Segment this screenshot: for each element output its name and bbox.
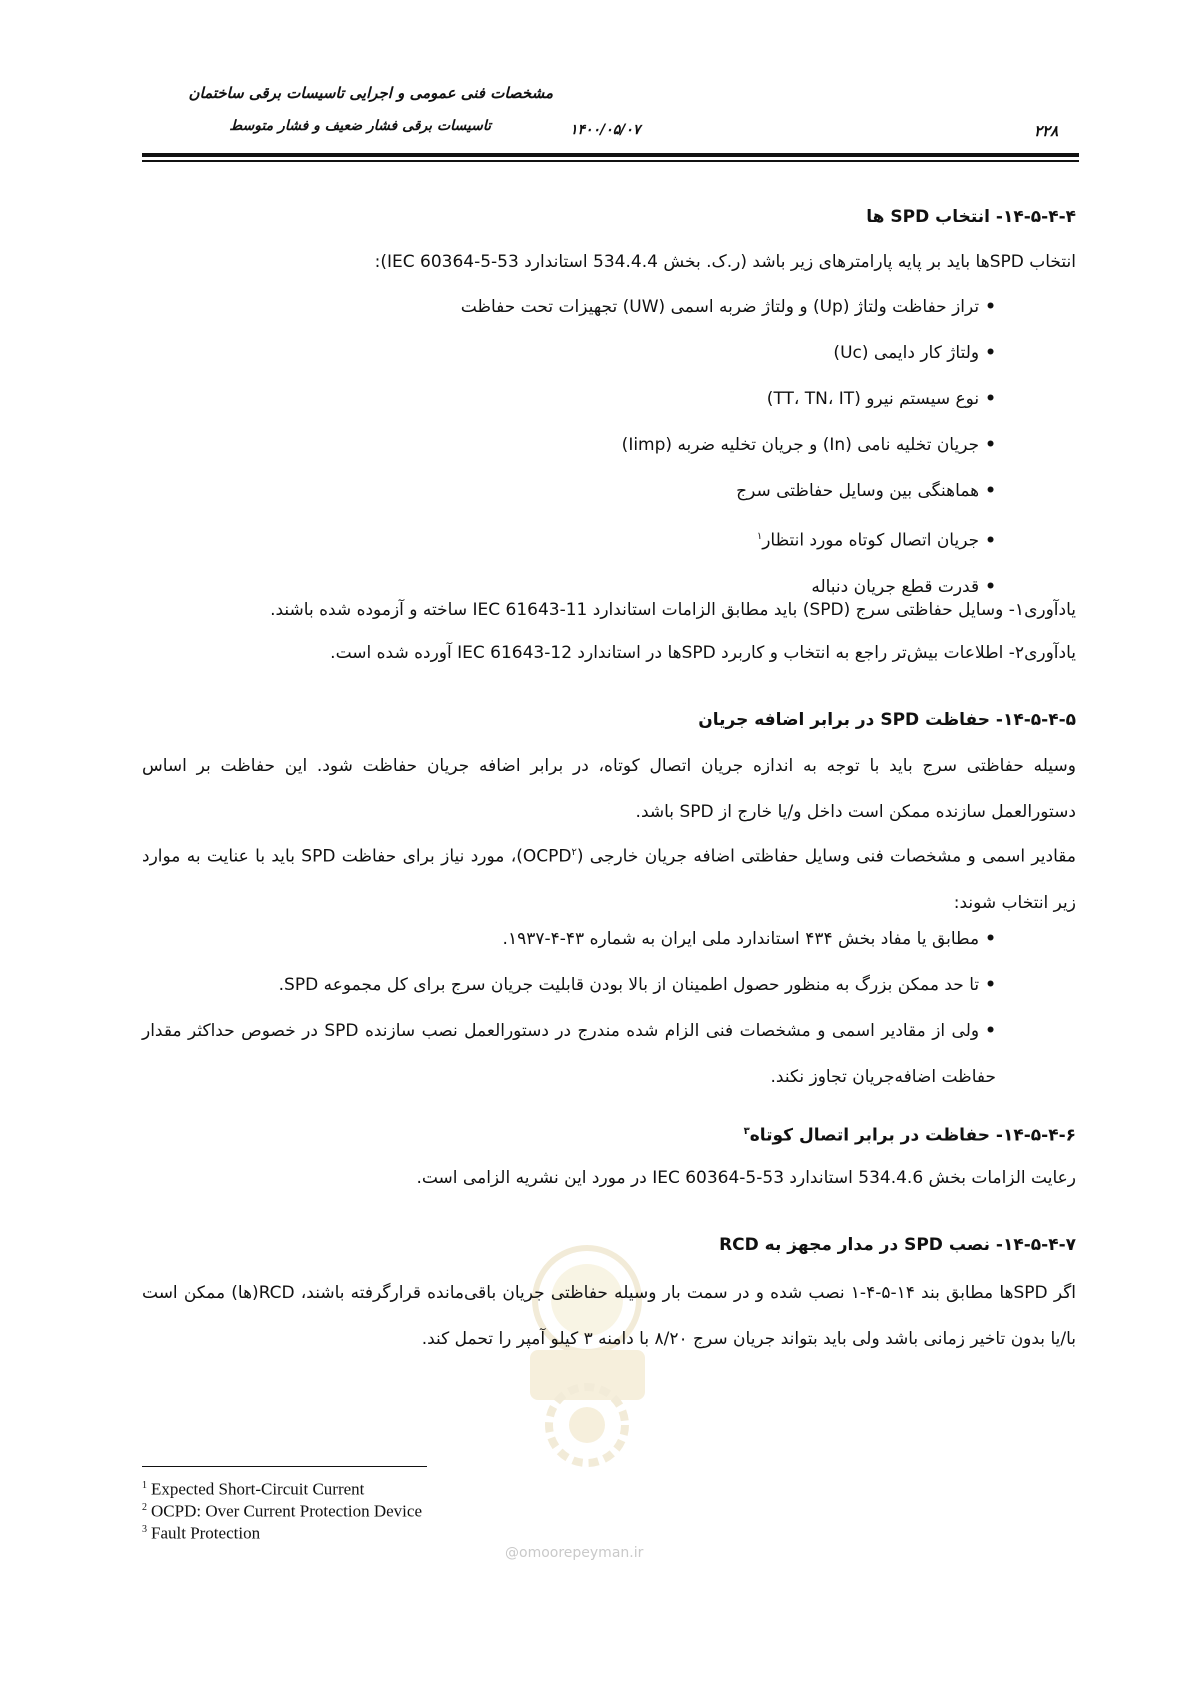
header-rule-thick bbox=[142, 153, 1079, 157]
section-7-para: اگر SPDها مطابق بند ۱۴-۵-۴-۱ نصب شده و در سمت بار وسیله حفاظتی جریان باقی‌مانده قرارگرفته باشند، RCD(ها) ممکن است با/یا بدون تاخیر زمانی باشد ولی باید بتواند جریان سرج ۸/۲۰ با دامنه ۳ کیلو آمپر را تحمل کند. bbox=[142, 1283, 1077, 1349]
footnote-ref: ۳ bbox=[743, 1126, 750, 1137]
section-6-para: رعایت الزامات بخش 534.4.6 استاندارد IEC 60364-5-53 در مورد این نشریه الزامی است. bbox=[416, 1168, 1076, 1188]
header-subtitle: تاسیسات برقی فشار ضعیف و فشار متوسط bbox=[229, 118, 491, 134]
watermark-url: @omoorepeyman.ir bbox=[505, 1545, 644, 1561]
section-heading-4: ۱۴-۵-۴-۴- انتخاب SPD ها bbox=[866, 207, 1076, 227]
list-item: •جریان تخلیه نامی (In) و جریان تخلیه ضربه (Iimp) bbox=[621, 435, 996, 455]
header-title: مشخصات فنی عمومی و اجرایی تاسیسات برقی ساختمان bbox=[188, 84, 553, 102]
section-heading-5: ۱۴-۵-۴-۵- حفاظت SPD در برابر اضافه جریان bbox=[698, 710, 1076, 730]
footnote-1: $^1$ Expected Short-Circuit Current bbox=[142, 1479, 365, 1499]
footnote-ref: ۲ bbox=[571, 847, 577, 858]
list-item: •تا حد ممکن بزرگ به منظور حصول اطمینان از بالا بودن قابلیت جریان سرج برای کل مجموعه SPD. bbox=[278, 975, 996, 995]
list-item: •ولتاژ کار دایمی (Uc) bbox=[833, 343, 996, 363]
note-1: یادآوری۱- وسایل حفاظتی سرج (SPD) باید مطابق الزامات استاندارد IEC 61643-11 ساخته و آزموده شده باشند. bbox=[270, 600, 1076, 620]
section-heading-7: ۱۴-۵-۴-۷- نصب SPD در مدار مجهز به RCD bbox=[719, 1235, 1076, 1255]
page-number: ۲۲۸ bbox=[1034, 122, 1059, 140]
header-date: ۱۴۰۰/۰۵/۰۷ bbox=[570, 122, 641, 138]
section-5-para-2: مقادیر اسمی و مشخصات فنی وسایل حفاظتی اضافه جریان خارجی (OCPD$^۲$)، مورد نیاز برای حفاظت SPD باید با عنایت به موارد زیر انتخاب شوند: bbox=[142, 846, 1076, 913]
section-4-intro: انتخاب SPDها باید بر پایه پارامترهای زیر باشد (ر.ک. بخش 534.4.4 استاندارد IEC 60364-5-53): bbox=[374, 252, 1076, 272]
list-item: •قدرت قطع جریان دنباله bbox=[811, 576, 996, 597]
list-item: •جریان اتصال کوتاه مورد انتظار$^۱$ bbox=[756, 530, 996, 551]
section-heading-6: ۱۴-۵-۴-۶- حفاظت در برابر اتصال کوتاه$^۳$ bbox=[743, 1125, 1076, 1146]
footnote-3: $^3$ Fault Protection bbox=[142, 1523, 261, 1543]
list-item: •تراز حفاظت ولتاژ (Up) و ولتاژ ضربه اسمی (UW) تجهیزات تحت حفاظت bbox=[460, 297, 996, 317]
header-rule-thin bbox=[142, 160, 1079, 162]
list-item: •ولی از مقادیر اسمی و مشخصات فنی الزام شده مندرج در دستورالعمل نصب سازنده SPD در خصوص حداکثر مقدار حفاظت اضافه‌جریان تجاوز نکند. bbox=[142, 1021, 996, 1087]
footnote-2: $^2$ OCPD: Over Current Protection Device bbox=[142, 1501, 422, 1521]
note-2: یادآوری۲- اطلاعات بیش‌تر راجع به انتخاب و کاربرد SPDها در استاندارد IEC 61643-12 آورده شده است. bbox=[330, 643, 1076, 663]
footnote-divider bbox=[142, 1466, 427, 1467]
list-item: •مطابق یا مفاد بخش ۴۳۴ استاندارد ملی ایران به شماره ۴۳-۴-۱۹۳۷. bbox=[502, 929, 996, 949]
section-5-bullet-list bbox=[142, 916, 996, 1100]
section-5-para-1: وسیله حفاظتی سرج باید با توجه به اندازه جریان اتصال کوتاه، در برابر اضافه جریان حفاظت شود. این حفاظت بر اساس دستورالعمل سازنده ممکن است داخل و/یا خارج از SPD باشد. bbox=[142, 756, 1076, 822]
section-4-bullet-list bbox=[142, 284, 996, 610]
list-item: •نوع سیستم نیرو (TT، TN، IT) bbox=[766, 389, 996, 409]
footnote-ref: ۱ bbox=[756, 531, 763, 542]
list-item: •هماهنگی بین وسایل حفاظتی سرج bbox=[736, 481, 996, 501]
